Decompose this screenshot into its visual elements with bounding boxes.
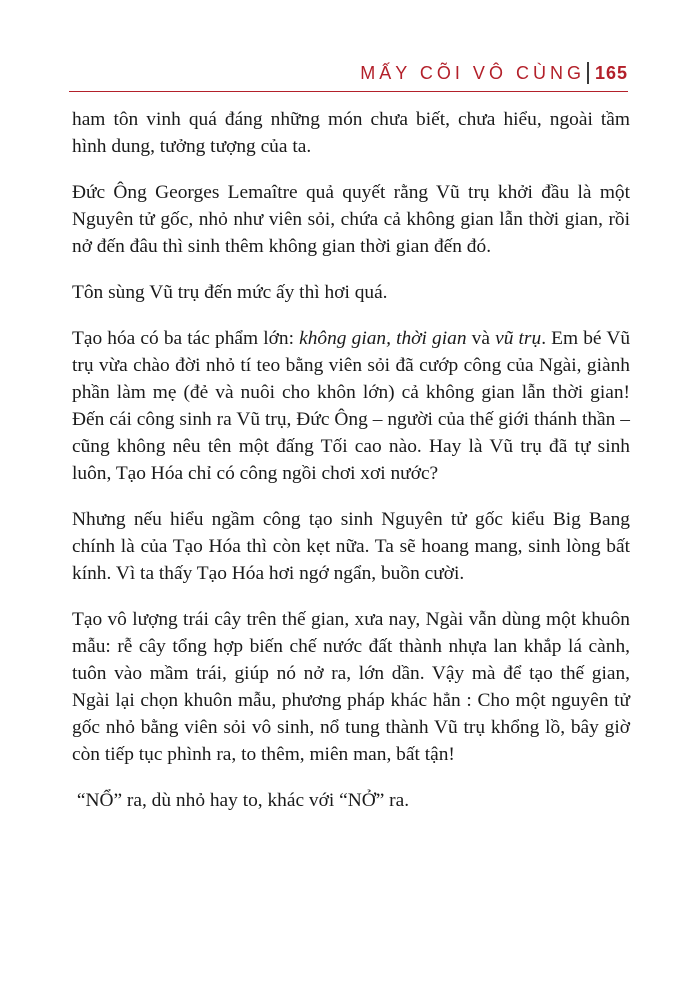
paragraph-4	[72, 325, 630, 487]
italic-universe: vũ trụ	[495, 328, 542, 349]
chapter-title: MẤY CÕI VÔ CÙNG	[360, 62, 585, 83]
paragraph-4-rest: . Em bé Vũ trụ vừa chào đời nhỏ tí teo bằng viên sỏi đã cướp công của Ngài, giành phần làm mẹ (đẻ và nuôi cho khôn lớn) cả không gian lẫn thời gian! Đến cái công sinh ra Vũ trụ, Đức Ông – người của thế giới thánh thần – cũng không nêu tên một đấng Tối cao nào. Hay là Vũ trụ đã tự sinh luôn, Tạo Hóa chỉ có công ngồi chơi xơi nước?	[72, 328, 631, 484]
paragraph-5: Nhưng nếu hiểu ngầm công tạo sinh Nguyên tử gốc kiểu Big Bang chính là của Tạo Hóa thì còn kẹt nữa. Ta sẽ hoang mang, sinh lòng bất kính. Vì ta thấy Tạo Hóa hơi ngớ ngẩn, buồn cười.	[72, 509, 630, 584]
paragraph-6: Tạo vô lượng trái cây trên thế gian, xưa nay, Ngài vẫn dùng một khuôn mẫu: rễ cây tổng hợp biến chế nước đất thành nhựa lan khắp lá cành, tuôn vào mầm trái, giúp nó nở ra, lớn dần. Vậy mà để tạo thế gian, Ngài lại chọn khuôn mẫu, phương pháp khác hẳn : Cho một nguyên tử gốc nhỏ bằng viên sỏi vô sinh, nổ tung thành Vũ trụ khổng lồ, bây giờ còn tiếp tục phình ra, to thêm, miên man, bất tận!	[72, 609, 630, 765]
paragraph-2: Đức Ông Georges Lemaître quả quyết rằng Vũ trụ khởi đầu là một Nguyên tử gốc, nhỏ như viên sỏi, chứa cả không gian lẫn thời gian, rồi nở đến đâu thì sinh thêm không gian thời gian đến đó.	[72, 182, 630, 257]
header-rule	[69, 91, 628, 92]
paragraph-7: “NỔ” ra, dù nhỏ hay to, khác với “NỞ” ra.	[72, 790, 410, 811]
page-body	[72, 106, 630, 833]
paragraph-4-mid: và	[466, 328, 496, 349]
paragraph-3: Tôn sùng Vũ trụ đến mức ấy thì hơi quá.	[72, 282, 388, 303]
header-divider	[587, 62, 589, 84]
running-header	[360, 58, 628, 88]
italic-space-time: không gian, thời gian	[299, 328, 467, 349]
paragraph-1: ham tôn vinh quá đáng những món chưa biết, chưa hiểu, ngoài tầm hình dung, tưởng tượng của ta.	[72, 109, 630, 157]
paragraph-4-lead: Tạo hóa có ba tác phẩm lớn:	[72, 328, 300, 349]
page-number: 165	[594, 62, 628, 83]
